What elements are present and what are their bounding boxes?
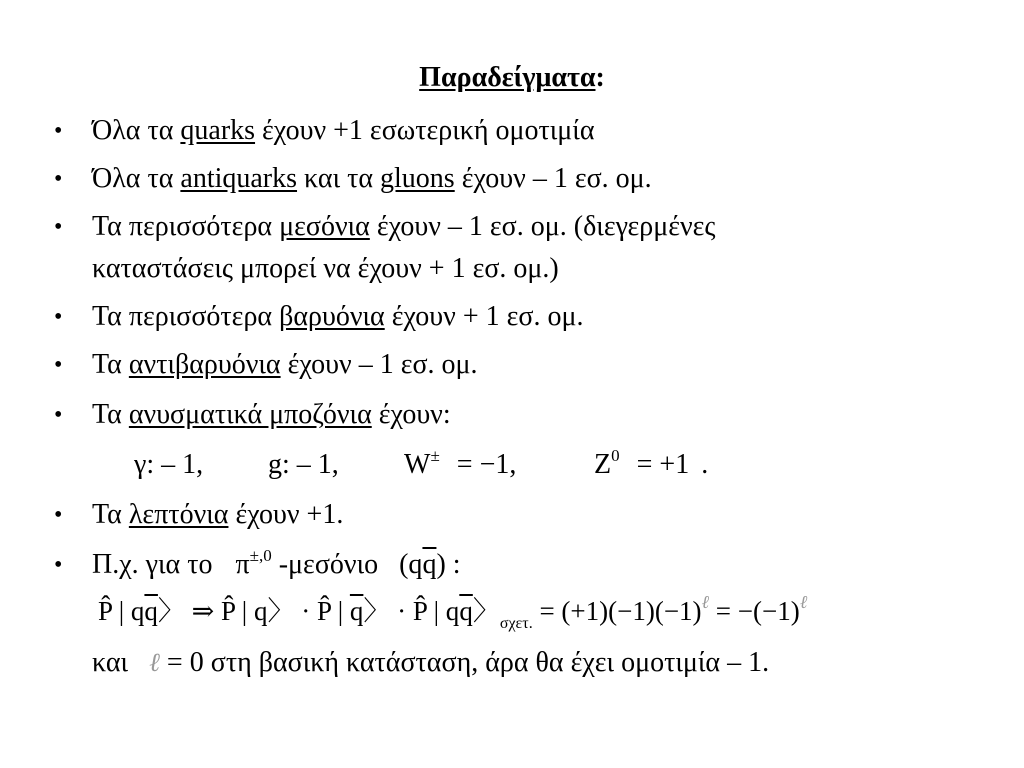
bullet-baryons xyxy=(92,300,583,334)
link-baryons[interactable]: βαρυόνια xyxy=(279,301,385,332)
eq-term: P̂ | xyxy=(316,596,350,626)
z-superscript: 0 xyxy=(611,446,620,465)
link-mesons[interactable]: μεσόνια xyxy=(279,211,370,242)
bullet-marker: • xyxy=(54,118,63,144)
link-quarks[interactable]: quarks xyxy=(180,115,256,146)
text: έχουν: xyxy=(371,399,451,430)
eq-rhs: = −(−1) xyxy=(709,596,800,626)
link-gluons[interactable]: gluons xyxy=(380,163,455,194)
link-antibaryons[interactable]: αντιβαρυόνια xyxy=(128,349,281,380)
title-colon: : xyxy=(595,62,605,93)
bullet-mesons xyxy=(92,210,716,244)
eq-term: 〉 xyxy=(472,596,500,626)
text: Τα περισσότερα xyxy=(92,211,280,242)
text: = 0 xyxy=(159,647,211,678)
text: και τα xyxy=(297,163,381,194)
text: έχουν – 1 εσ. ομ. xyxy=(454,163,652,194)
eq-qbar: $\overline{q}$ xyxy=(349,596,364,626)
gamma-value: γ: – 1, xyxy=(134,449,204,480)
bullet-pion-example xyxy=(92,548,461,585)
text: έχουν – 1 εσ. ομ. (διεγερμένες xyxy=(369,211,716,242)
qq-open: (q xyxy=(399,549,423,580)
q-bar: $\overline{q}$ xyxy=(422,549,437,580)
link-leptons[interactable]: λεπτόνια xyxy=(128,499,229,530)
z-boson-value xyxy=(594,448,708,485)
bullet-marker: • xyxy=(54,502,63,528)
text: έχουν + 1 εσ. ομ. xyxy=(384,301,584,332)
ell-superscript: ℓ xyxy=(701,592,710,613)
period: . xyxy=(701,449,709,480)
bullet-quarks xyxy=(92,114,595,148)
pi-superscript: ±,0 xyxy=(249,546,272,565)
bullet-mesons-continued: καταστάσεις μπορεί να έχουν + 1 εσ. ομ.) xyxy=(92,253,559,284)
bullet-leptons xyxy=(92,498,343,532)
w-superscript: ± xyxy=(430,446,440,465)
text: -μεσόνιο xyxy=(271,549,386,580)
text: Όλα τα xyxy=(92,115,181,146)
bullet-marker: • xyxy=(54,402,63,428)
z-parity: = +1 xyxy=(636,449,690,480)
eq-term: P̂ | q〉 · xyxy=(221,596,317,626)
qq-close: ) xyxy=(436,549,446,580)
text: Τα xyxy=(92,349,129,380)
link-vector-bosons[interactable]: ανυσματικά μποζόνια xyxy=(128,399,372,430)
bullet-marker: • xyxy=(54,304,63,330)
text: και xyxy=(92,647,136,678)
eq-term: 〉 · xyxy=(363,596,413,626)
conclusion-line xyxy=(92,646,769,680)
text: έχουν – 1 εσ. ομ. xyxy=(280,349,478,380)
w-parity: = −1, xyxy=(456,449,517,480)
text: Τα xyxy=(92,499,129,530)
eq-rhs: = (+1)(−1)(−1) xyxy=(532,596,702,626)
text: : xyxy=(445,549,461,580)
text: έχουν +1. xyxy=(228,499,344,530)
w-boson-value xyxy=(404,448,516,485)
bullet-marker: • xyxy=(54,166,63,192)
bullet-marker: • xyxy=(54,352,63,378)
eq-term: P̂ | q xyxy=(98,596,145,626)
bullet-marker: • xyxy=(54,214,63,240)
eq-qbar: $\overline{q}$ xyxy=(144,596,158,626)
text: έχουν +1 εσωτερική ομοτιμία xyxy=(255,115,595,146)
slide-title xyxy=(0,62,1024,94)
text: Τα περισσότερα xyxy=(92,301,280,332)
gluon-value: g: – 1, xyxy=(268,449,339,480)
text: στη βασική κατάσταση, άρα θα έχει ομοτιμία – 1. xyxy=(210,647,770,678)
eq-term: 〉 ⇒ xyxy=(157,596,222,626)
title-text: Παραδείγματα xyxy=(419,62,596,93)
pi-symbol: π xyxy=(235,549,250,580)
text: Όλα τα xyxy=(92,163,181,194)
link-antiquarks[interactable]: antiquarks xyxy=(180,163,298,194)
eq-term: P̂ | q xyxy=(412,596,460,626)
text: Τα xyxy=(92,399,129,430)
parity-equation xyxy=(98,594,807,633)
bullet-antiquarks xyxy=(92,162,652,196)
text: Π.χ. για το xyxy=(92,549,220,580)
bullet-vector-bosons xyxy=(92,398,451,432)
bullet-marker: • xyxy=(54,552,63,578)
ell-superscript: ℓ xyxy=(799,592,808,613)
eq-subscript: σχετ. xyxy=(499,615,533,632)
z-symbol: Z xyxy=(594,449,612,480)
bullet-antibaryons xyxy=(92,348,478,382)
ell-symbol: ℓ xyxy=(149,648,160,678)
eq-qbar: $\overline{q}$ xyxy=(459,596,473,626)
w-symbol: W xyxy=(404,449,431,480)
